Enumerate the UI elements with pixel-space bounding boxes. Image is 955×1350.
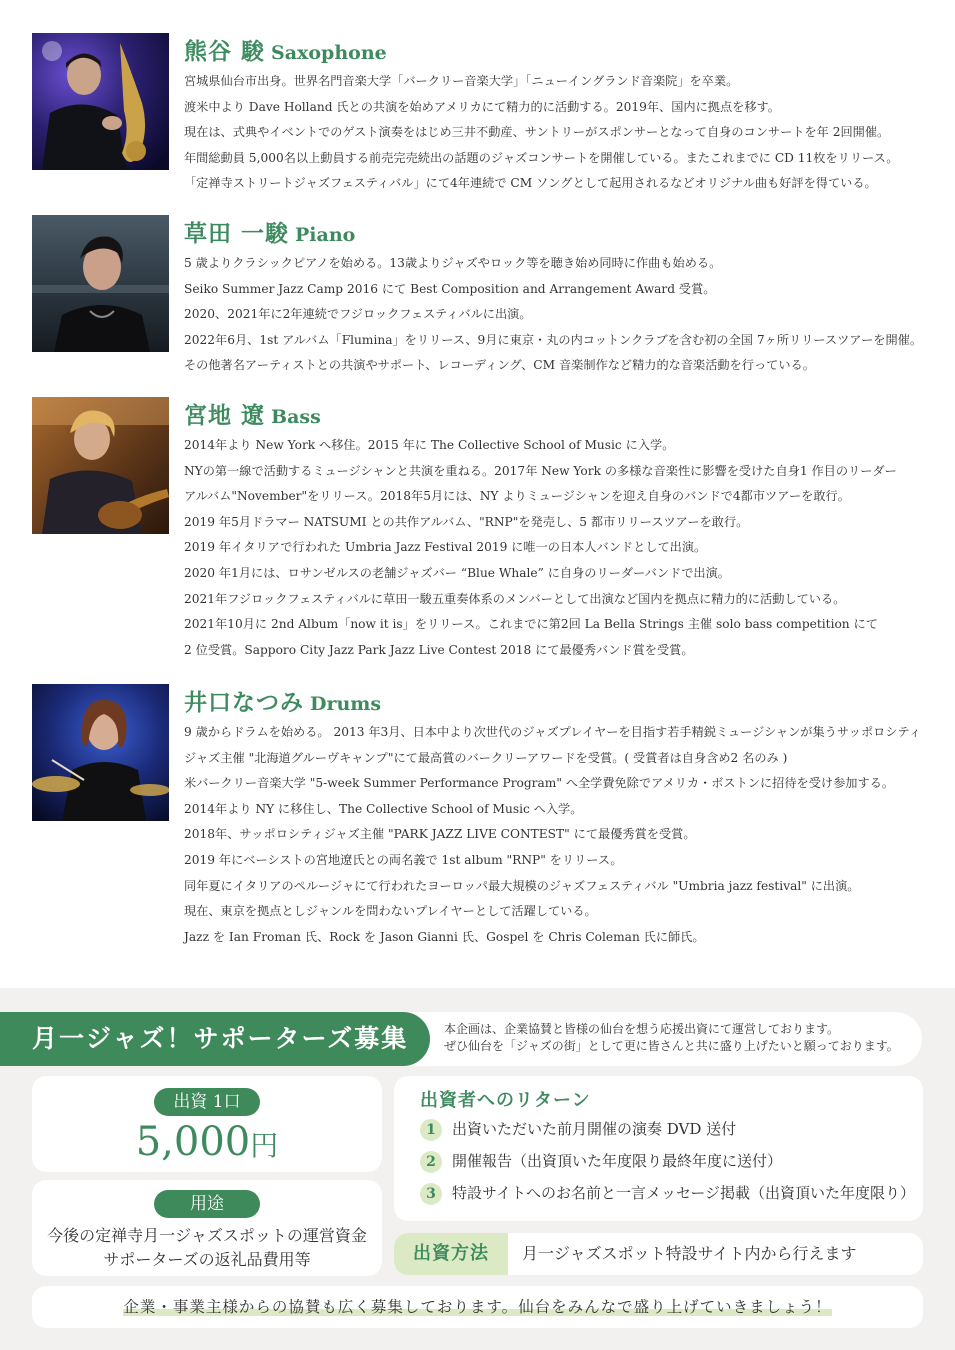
- bio-line: 現在、東京を拠点としジャンルを問わないプレイヤーとして活躍している。: [184, 904, 597, 919]
- return-number: 2: [420, 1151, 442, 1173]
- bassist-photo: [32, 397, 169, 534]
- musician-name: 井口なつみ Drums: [184, 689, 382, 716]
- musician-bio: [184, 433, 914, 663]
- bio-line: 宮城県仙台市出身。世界名門音楽大学「バークリー音楽大学」「ニューイングランド音楽院」を卒業。: [184, 74, 739, 88]
- usage-line: 今後の定禅寺月一ジャズスポットの運営資金: [47, 1226, 367, 1245]
- returns-title: 出資者へのリターン: [420, 1090, 591, 1111]
- usage-label: 用途: [154, 1190, 260, 1218]
- bio-line: 2021年10月に 2nd Album「now it is」をリリース。これまでに第2回 La Bella Strings 主催 solo bass competition にて: [184, 617, 878, 632]
- bio-line: 2014年より New York へ移住。2015 年に The Collective School of Music に入学。: [184, 438, 675, 452]
- return-item: 1 出資いただいた前月開催の演奏 DVD 送付: [420, 1118, 736, 1141]
- investment-label: 出資 1口: [154, 1088, 260, 1116]
- bio-line: 2019 年にベーシストの宮地遼氏との両名義で 1st album "RNP" をリリース。: [184, 852, 623, 867]
- returns-card: [394, 1076, 923, 1221]
- method-label: 出資方法: [394, 1233, 508, 1275]
- investment-amount: 5,000円: [135, 1119, 279, 1165]
- bio-line: ジャズ主催 "北海道グルーヴキャンプ"にて最高賞のバークリーアワードを受賞。( 受賞者は自身含め2 名のみ ): [184, 750, 788, 765]
- musician-instrument: Drums: [310, 693, 382, 715]
- intro-box: [410, 1012, 922, 1066]
- musician-name: 草田 一駿 Piano: [184, 220, 356, 247]
- bio-line: その他著名アーティストとの共演やサポート、レコーディング、CM 音楽制作など精力的な音楽活動を行っている。: [184, 358, 815, 373]
- bio-line: 2019 年5月ドラマー NATSUMI との共作アルバム、"RNP"を発売し、5 都市リリースツアーを敢行。: [184, 514, 749, 529]
- saxophone-player-photo: [32, 33, 169, 170]
- musician-instrument: Piano: [295, 224, 356, 246]
- bio-line: 2021年フジロックフェスティバルに草田一駿五重奏体系のメンバーとして出演など国内を拠点に精力的に活動している。: [184, 591, 846, 606]
- usage-card: [32, 1180, 382, 1276]
- bio-line: 米バークリー音楽大学 "5-week Summer Performance Program" へ全学費免除でアメリカ・ボストンに招待を受け参加する。: [184, 776, 895, 791]
- bio-line: 2020 年1月には、ロサンゼルスの老舗ジャズバー “Blue Whale” に自身のリーダーバンドで出演。: [184, 565, 730, 580]
- bio-line: Jazz を Ian Froman 氏、Rock を Jason Gianni 氏、Gospel を Chris Coleman 氏に師氏。: [184, 929, 705, 944]
- bio-line: 2019 年イタリアで行われた Umbria Jazz Festival 2019 に唯一の日本人バンドとして出演。: [184, 540, 707, 555]
- closing-message: 企業・事業主様からの協賛も広く募集しております。仙台をみんなで盛り上げていきましょう！: [123, 1298, 832, 1316]
- bio-line: 年間総動員 5,000名以上動員する前売完売続出の話題のジャズコンサートを開催している。またこれまでに CD 11枚をリリース。: [184, 150, 899, 165]
- method-text: 月一ジャズスポット特設サイト内から行えます: [522, 1244, 857, 1263]
- musician-instrument: Bass: [271, 406, 321, 428]
- bio-line: 2022年6月、1st アルバム「Flumina」をリリース、9月に東京・丸の内コットンクラブを含む初の全国 7ヶ所リリースツアーを開催。: [184, 332, 923, 347]
- musician-bio: [184, 720, 921, 950]
- investment-card: [32, 1076, 382, 1172]
- return-number: 1: [420, 1119, 442, 1141]
- bio-line: 5 歳よりクラシックピアノを始める。13歳よりジャズやロック等を聴き始め同時に作曲も始める。: [184, 256, 722, 270]
- return-item: 3 特設サイトへのお名前と一言メッセージ掲載（出資頂いた年度限り）: [420, 1182, 915, 1205]
- intro-line: 本企画は、企業協賛と皆様の仙台を想う応援出資にて運営しております。: [444, 1022, 840, 1036]
- musician-instrument: Saxophone: [271, 42, 387, 64]
- musician-name: 宮地 遼 Bass: [184, 402, 321, 429]
- bio-line: NYの第一線で活動するミュージシャンと共演を重ねる。2017年 New York の多様な音楽性に影響を受けた自身1 作目のリーダー: [184, 463, 897, 478]
- bio-line: 2 位受賞。Sapporo City Jazz Park Jazz Live Contest 2018 にて最優秀バンド賞を受賞。: [184, 642, 694, 657]
- bio-line: 現在は、式典やイベントでのゲスト演奏をはじめ三井不動産、サントリーがスポンサーとなって自身のコンサートを年 2回開催。: [184, 125, 890, 140]
- method-card: [394, 1233, 923, 1275]
- return-item: 2 開催報告（出資頂いた年度限り最終年度に送付）: [420, 1150, 782, 1173]
- bio-line: アルバム"November"をリリース。2018年5月には、NY よりミュージシャンを迎え自身のバンドで4都市ツアーを敢行。: [184, 489, 850, 504]
- supporters-section: [0, 988, 955, 1350]
- intro-line: ぜひ仙台を「ジャズの街」として更に皆さんと共に盛り上げたいと願っております。: [444, 1039, 899, 1053]
- currency-unit: 円: [250, 1129, 279, 1162]
- bio-line: 2020、2021年に2年連続でフジロックフェスティバルに出演。: [184, 307, 532, 322]
- bio-line: 渡米中より Dave Holland 氏との共演を始めアメリカにて精力的に活動する。2019年、国内に拠点を移す。: [184, 99, 780, 114]
- pianist-photo: [32, 215, 169, 352]
- bio-line: 2018年、サッポロシティジャズ主催 "PARK JAZZ LIVE CONTEST" にて最優秀賞を受賞。: [184, 827, 696, 842]
- usage-description: [32, 1224, 382, 1272]
- bio-line: 2014年より NY に移住し、The Collective School of Music へ入学。: [184, 801, 583, 816]
- return-number: 3: [420, 1183, 442, 1205]
- musician-name: 熊谷 駿 Saxophone: [184, 38, 387, 65]
- bio-line: Seiko Summer Jazz Camp 2016 にて Best Composition and Arrangement Award 受賞。: [184, 281, 716, 296]
- supporters-banner: 月一ジャズ！サポーターズ募集: [0, 1012, 430, 1066]
- usage-line: サポーターズの返礼品費用等: [103, 1250, 311, 1269]
- bio-line: 「定禅寺ストリートジャズフェスティバル」にて4年連続で CM ソングとして起用されるなどオリジナル曲も好評を得ている。: [184, 176, 877, 191]
- drummer-photo: [32, 684, 169, 821]
- musician-bio: [184, 251, 923, 379]
- closing-card: [32, 1286, 923, 1328]
- musician-bio: [184, 69, 914, 197]
- bio-line: 9 歳からドラムを始める。 2013 年3月、日本中より次世代のジャズプレイヤーを目指す若手精鋭ミュージシャンが集うサッポロシティ: [184, 725, 921, 739]
- bio-line: 同年夏にイタリアのペルージャにて行われたヨーロッパ最大規模のジャズフェスティバル "Umbria jazz festival" に出演。: [184, 878, 860, 893]
